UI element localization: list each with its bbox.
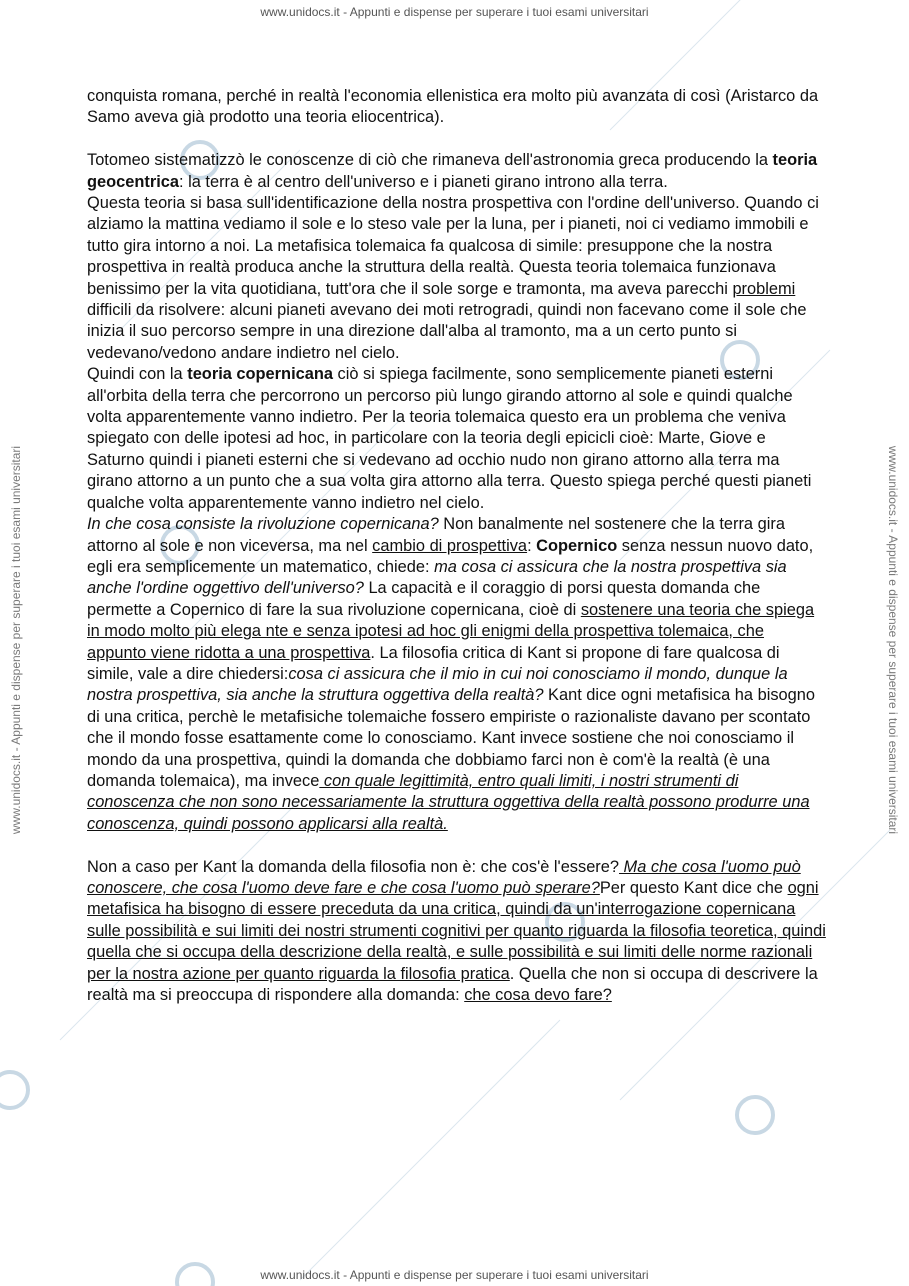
text-run: Non banalmente nel sostenere che la terra gira attorno al sole e non viceversa, ma nel bbox=[87, 515, 785, 555]
italic-underlined-text: con quale legittimità, entro quali limiti, i nostri strumenti di conoscenza che non sono necessariamente la struttura oggettiva della realtà possono produrre una conoscenza, quindi possono applicarsi alla realtà. bbox=[87, 771, 810, 833]
italic-text: cosa ci assicura che il mio in cui noi conosciamo il mondo, dunque la nostra prospettiva, sia anche la struttura oggettiva della realtà? bbox=[87, 664, 788, 705]
text-run: Non a caso per Kant la domanda della filosofia non è: che cos'è l'essere? bbox=[87, 857, 619, 876]
italic-text: In che cosa consiste la rivoluzione copernicana? bbox=[87, 515, 439, 534]
paragraph-6 bbox=[87, 857, 827, 1007]
text-run: : la terra è al centro dell'universo e i pianeti girano introno alla terra. bbox=[179, 172, 668, 191]
paragraph-4 bbox=[87, 364, 827, 514]
text-run: senza nessun nuovo dato, egli era semplicemente un matematico, chiede: bbox=[87, 536, 814, 576]
text-run: Per questo Kant dice che bbox=[599, 879, 788, 897]
paragraph-2 bbox=[87, 150, 827, 193]
document-body bbox=[87, 86, 827, 1006]
text-run: Questa teoria si basa sull'identificazione della nostra prospettiva con l'ordine dell'universo. Quando ci alziamo la mattina vediamo il sole e lo steso vale per la luna, per i pianeti, noi ci vediamo immobili e tutto gira intorno a noi. La metafisica tolemaica fa qualcosa di simile: presuppone che la nostra prospettiva in realtà produca anche la struttura della realtà. Questa teoria tolemaica funzionava benissimo per la vita quotidiana, tutt'ora che il sole sorge e tramonta, ma aveva parecchi bbox=[87, 194, 819, 298]
italic-text: ma cosa ci assicura che la nostra prospettiva sia anche l'ordine oggettivo dell'universo? bbox=[87, 557, 787, 598]
text-run: Kant dice ogni metafisica ha bisogno di una critica, perchè le metafisiche tolemaiche fossero empiriste o razionaliste davano per scontato che il mondo fosse esattamente come lo conosciamo. Kant invece sostiene che noi conosciamo il mondo da una prospettiva, quindi la domanda che dobbiamo farci non è com'è la realtà (è una domanda tolemaica), ma invece bbox=[87, 686, 816, 790]
bold-term: teoria copernicana bbox=[187, 365, 333, 384]
page-footer: www.unidocs.it - Appunti e dispense per superare i tuoi esami universitari bbox=[260, 1268, 649, 1282]
text-run: : bbox=[527, 536, 537, 555]
underlined-text: problemi bbox=[732, 279, 796, 298]
bold-term: Copernico bbox=[536, 536, 618, 555]
italic-underlined-text: Ma che cosa l'uomo può conoscere, che cosa l'uomo deve fare e che cosa l'uomo può sperare? bbox=[87, 857, 801, 897]
bold-term: teoria geocentrica bbox=[87, 151, 818, 191]
text-run: . Quella che non si occupa di descrivere la realtà ma si preoccupa di rispondere alla domanda: bbox=[87, 964, 818, 1005]
text-run: . La filosofia critica di Kant si propone di fare qualcosa di simile, vale a dire chiedersi: bbox=[87, 643, 780, 683]
text-run: conquista romana, perché in realtà l'economia ellenistica era molto più avanzata di così (Aristarco da Samo aveva già prodotto una teoria eliocentrica). bbox=[87, 87, 819, 127]
text-run: Totomeo sistematizzò le conoscenze di ciò che rimaneva dell'astronomia greca producendo la bbox=[87, 151, 773, 170]
side-watermark-right: www.unidocs.it - Appunti e dispense per superare i tuoi esami universitari bbox=[886, 445, 900, 835]
text-run: Quindi con la bbox=[87, 365, 188, 384]
underlined-text: che cosa devo fare? bbox=[464, 986, 612, 1005]
text-run: ciò si spiega facilmente, sono semplicemente pianeti esterni all'orbita della terra che percorrono un percorso più lungo girando attorno al sole e quindi qualche volta apparentemente vanno indietro. Per la teoria tolemaica questo era un problema che veniva spiegato con delle ipotesi ad hoc, in particolare con la teoria degli epicicli cioè: Marte, Giove e Saturno quindi i pianeti esterni che si vedevano ad occhio nudo non girano attorno alla terra ma girano attorno a un punto che a sua volta gira attorno alla terra. Questo spiega perché questi pianeti qualche volta apparentemente vanno indietro nel cielo. bbox=[87, 365, 812, 512]
page-header: www.unidocs.it - Appunti e dispense per superare i tuoi esami universitari bbox=[260, 5, 649, 19]
text-run: La capacità e il coraggio di porsi questa domanda che permette a Copernico di fare la sua rivoluzione copernicana, cioè di bbox=[87, 579, 761, 619]
underlined-text: cambio di prospettiva bbox=[372, 536, 528, 555]
side-watermark-left: www.unidocs.it - Appunti e dispense per superare i tuoi esami universitari bbox=[9, 445, 23, 835]
paragraph-3 bbox=[87, 193, 827, 364]
underlined-text: sostenere una teoria che spiega in modo molto più elega nte e senza ipotesi ad hoc gli enigmi della prospettiva tolemaica, che appunto viene ridotta a una prospettiva bbox=[87, 600, 815, 662]
paragraph-5 bbox=[87, 514, 827, 835]
paragraph-1 bbox=[87, 86, 827, 129]
underlined-text: ogni metafisica ha bisogno di essere preceduta da una critica, quindi da un'interrogazione copernicana sulle possibilità e sui limiti dei nostri strumenti cognitivi per quanto riguarda la filosofia teoretica, quindi quella che si occupa della descrizione della realtà, e sulle possibilità e sui limiti delle norme razionali per la nostra azione per quanto riguarda la filosofia pratica bbox=[87, 879, 826, 983]
text-run: difficili da risolvere: alcuni pianeti avevano dei moti retrogradi, quindi non facevano come il sole che inizia il suo percorso sempre in una direzione dall'alba al tramonto, ma a un certo punto si vedevano/vedono andare indietro nel cielo. bbox=[87, 301, 807, 362]
